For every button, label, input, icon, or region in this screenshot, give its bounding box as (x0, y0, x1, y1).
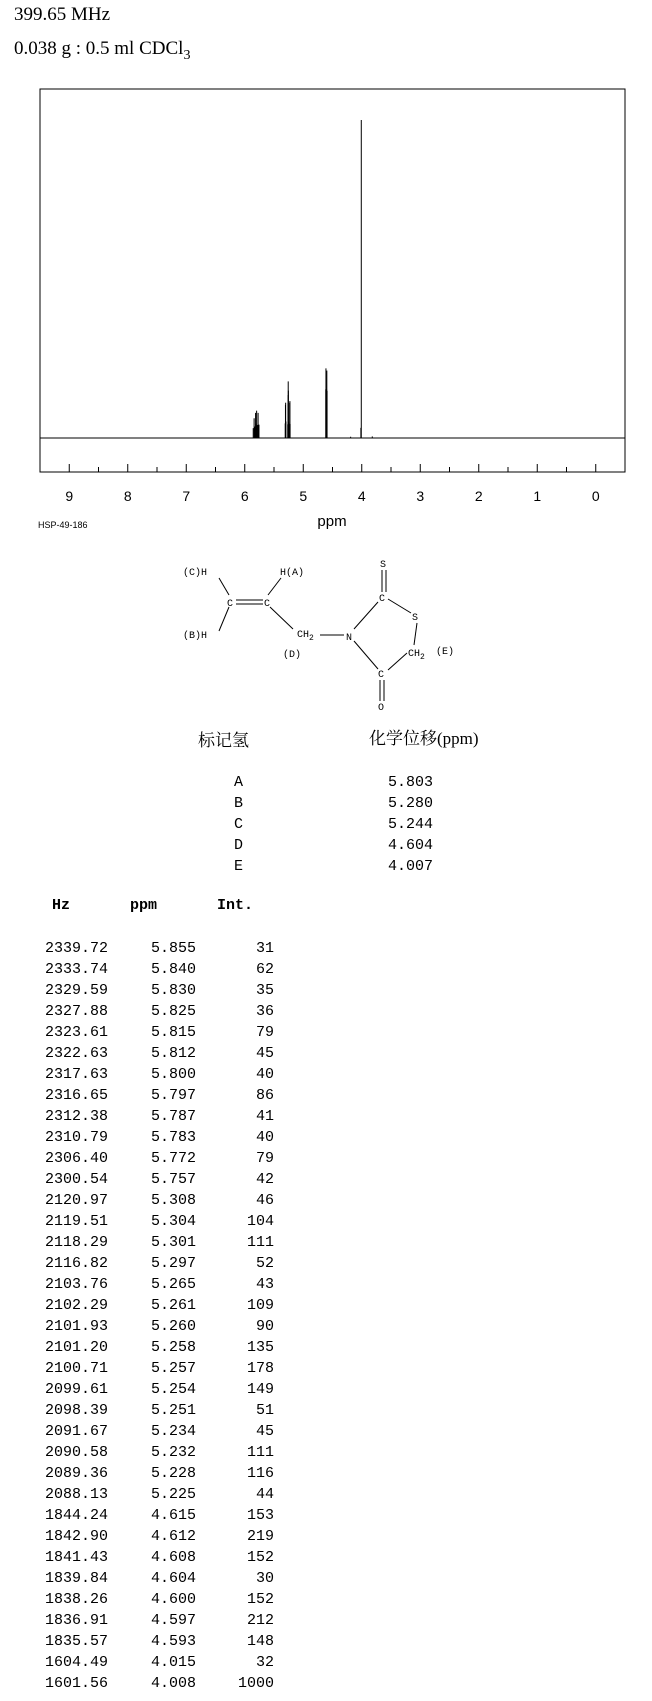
peak-int: 90 (255, 1318, 274, 1335)
peak-ppm: 5.225 (150, 1486, 196, 1503)
peak-ppm: 5.815 (150, 1024, 196, 1041)
table-row (0, 1129, 300, 1150)
peak-hz: 1841.43 (44, 1549, 108, 1566)
label-c-h: (C)H (183, 568, 208, 579)
peak-hz: 1844.24 (44, 1507, 108, 1524)
assignment-label-header: 标记氢 (198, 731, 249, 750)
table-row (0, 1297, 300, 1318)
peak-ppm: 5.254 (150, 1381, 196, 1398)
spectrometer-frequency: 399.65 MHz (14, 4, 111, 25)
peak-ppm: 4.008 (150, 1675, 196, 1692)
plot-frame (40, 89, 625, 472)
peak-int: 36 (255, 1003, 274, 1020)
peak-int: 44 (255, 1486, 274, 1503)
peak-hz: 2088.13 (44, 1486, 108, 1503)
atom-c3: C (379, 594, 386, 605)
table-row (0, 1192, 300, 1213)
table-row (0, 982, 300, 1003)
table-row (0, 1234, 300, 1255)
peak-ppm: 5.855 (150, 940, 196, 957)
x-tick-label: 8 (123, 488, 132, 504)
peak-hz: 2100.71 (44, 1360, 108, 1377)
atom-ch2-text: CH (297, 630, 310, 641)
table-row (0, 1486, 300, 1507)
peak-int: 86 (255, 1087, 274, 1104)
peak-hz: 2316.65 (44, 1087, 108, 1104)
x-tick-label: 9 (65, 488, 74, 504)
peak-int: 52 (255, 1255, 274, 1272)
bonds (219, 570, 417, 701)
peak-int: 111 (246, 1444, 274, 1461)
peak-hz: 2322.63 (44, 1045, 108, 1062)
x-tick-label: 1 (533, 488, 542, 504)
atom-ch2 (297, 630, 314, 643)
peak-int: 178 (246, 1360, 274, 1377)
assignment-shift-value: 4.007 (388, 858, 434, 875)
ticks-layer (40, 464, 625, 504)
bond-c2-ch2 (270, 607, 293, 629)
peak-int: 212 (246, 1612, 274, 1629)
table-row (0, 1381, 300, 1402)
peak-ppm: 5.265 (150, 1276, 196, 1293)
peak-hz: 2119.51 (44, 1213, 108, 1230)
atom-o: O (378, 703, 385, 714)
table-row (0, 1360, 300, 1381)
peak-int: 79 (255, 1024, 274, 1041)
peak-hz: 2099.61 (44, 1381, 108, 1398)
peak-ppm: 4.600 (150, 1591, 196, 1608)
peak-ppm: 5.787 (150, 1108, 196, 1125)
peak-header-int: Int. (217, 897, 254, 914)
peak-ppm: 5.308 (150, 1192, 196, 1209)
bond-bh-c1 (219, 607, 229, 631)
peak-int: 30 (255, 1570, 274, 1587)
bond-c3-sring (388, 599, 411, 613)
peak-hz: 2339.72 (44, 940, 108, 957)
table-row (0, 1003, 300, 1024)
peak-ppm: 5.825 (150, 1003, 196, 1020)
peak-hz: 1601.56 (44, 1675, 108, 1692)
peak-int: 109 (246, 1297, 274, 1314)
table-row (0, 1276, 300, 1297)
atom-c2: C (264, 599, 271, 610)
x-axis-label: ppm (317, 513, 347, 530)
peaks-layer (253, 120, 372, 438)
table-row (0, 1507, 300, 1528)
peak-hz: 1604.49 (44, 1654, 108, 1671)
x-tick-label: 3 (416, 488, 425, 504)
assignment-proton-label: E (234, 858, 244, 875)
table-row (0, 1171, 300, 1192)
table-row (0, 1087, 300, 1108)
peak-ppm: 5.304 (150, 1213, 196, 1230)
table-row (0, 1045, 300, 1066)
peak-ppm: 5.797 (150, 1087, 196, 1104)
peak-int: 152 (246, 1591, 274, 1608)
assignment-shift-value: 5.244 (388, 816, 434, 833)
table-row (0, 1255, 300, 1276)
molecule-structure (0, 555, 652, 715)
peak-hz: 2090.58 (44, 1444, 108, 1461)
x-tick-label: 2 (474, 488, 483, 504)
peak-ppm: 5.257 (150, 1360, 196, 1377)
peak-hz: 2118.29 (44, 1234, 108, 1251)
assignment-proton-label: D (234, 837, 244, 854)
peak-int: 135 (246, 1339, 274, 1356)
peak-ppm: 5.840 (150, 961, 196, 978)
peak-hz: 2312.38 (44, 1108, 108, 1125)
peak-hz: 2102.29 (44, 1297, 108, 1314)
table-row (0, 1066, 300, 1087)
peak-ppm: 5.297 (150, 1255, 196, 1272)
peak-ppm: 5.301 (150, 1234, 196, 1251)
assignment-shift-value: 5.803 (388, 774, 434, 791)
peak-hz: 2327.88 (44, 1003, 108, 1020)
x-tick-label: 4 (357, 488, 366, 504)
peak-int: 32 (255, 1654, 274, 1671)
peak-int: 43 (255, 1276, 274, 1293)
peak-hz: 1835.57 (44, 1633, 108, 1650)
peak-hz: 2103.76 (44, 1276, 108, 1293)
table-row (0, 1339, 300, 1360)
bond-c2-ha (268, 578, 281, 595)
peak-ppm: 5.261 (150, 1297, 196, 1314)
x-tick-label: 7 (182, 488, 191, 504)
peak-int: 45 (255, 1423, 274, 1440)
peak-int: 46 (255, 1192, 274, 1209)
peak-hz: 2323.61 (44, 1024, 108, 1041)
x-tick-label: 6 (240, 488, 249, 504)
peak-hz: 1842.90 (44, 1528, 108, 1545)
peak-ppm: 5.783 (150, 1129, 196, 1146)
peak-hz: 2120.97 (44, 1192, 108, 1209)
table-row (0, 1633, 300, 1654)
assignment-shift-value: 5.280 (388, 795, 434, 812)
peak-hz: 2300.54 (44, 1171, 108, 1188)
table-row (0, 1549, 300, 1570)
peak-ppm: 5.812 (150, 1045, 196, 1062)
bond-n-c3 (354, 602, 378, 629)
table-row (0, 1318, 300, 1339)
peak-ppm: 5.258 (150, 1339, 196, 1356)
assignment-shift-header: 化学位移(ppm) (369, 729, 479, 748)
peak-hz: 2306.40 (44, 1150, 108, 1167)
peak-int: 149 (246, 1381, 274, 1398)
peak-int: 153 (246, 1507, 274, 1524)
label-d: (D) (283, 650, 302, 661)
bond-sring-ch2e (414, 623, 417, 645)
table-row (0, 940, 300, 961)
table-row (0, 1570, 300, 1591)
bond-n-c4 (354, 641, 378, 669)
table-row (0, 1528, 300, 1549)
assignment-proton-label: C (234, 816, 244, 833)
peak-ppm: 5.830 (150, 982, 196, 999)
peak-hz: 2317.63 (44, 1066, 108, 1083)
assignment-shift-value: 4.604 (388, 837, 434, 854)
table-row (0, 1612, 300, 1633)
peak-ppm: 4.608 (150, 1549, 196, 1566)
peak-ppm: 5.772 (150, 1150, 196, 1167)
peak-ppm: 5.260 (150, 1318, 196, 1335)
peak-int: 51 (255, 1402, 274, 1419)
peak-ppm: 5.228 (150, 1465, 196, 1482)
x-tick-label: 0 (591, 488, 600, 504)
peak-int: 40 (255, 1129, 274, 1146)
peak-int: 62 (255, 961, 274, 978)
peak-int: 219 (246, 1528, 274, 1545)
table-row (0, 1654, 300, 1675)
label-e: (E) (436, 647, 455, 658)
peak-ppm: 4.593 (150, 1633, 196, 1650)
peak-hz: 2333.74 (44, 961, 108, 978)
peak-hz: 2098.39 (44, 1402, 108, 1419)
atom-c4: C (378, 670, 385, 681)
table-row (0, 1423, 300, 1444)
atom-s-top: S (380, 560, 387, 571)
table-row (0, 1675, 300, 1696)
peak-header-ppm: ppm (130, 897, 158, 914)
peak-ppm: 4.597 (150, 1612, 196, 1629)
spectrum-code: HSP-49-186 (38, 520, 88, 530)
peak-hz: 2089.36 (44, 1465, 108, 1482)
peak-hz: 2091.67 (44, 1423, 108, 1440)
sample-subscript: 3 (183, 47, 191, 63)
peak-hz: 1839.84 (44, 1570, 108, 1587)
atom-ch2e-sub: 2 (420, 653, 425, 662)
peak-ppm: 5.232 (150, 1444, 196, 1461)
peak-ppm: 4.604 (150, 1570, 196, 1587)
sample-text: 0.038 g : 0.5 ml CDCl (14, 38, 184, 59)
table-row (0, 961, 300, 982)
atom-s-ring: S (412, 613, 419, 624)
table-row (0, 1213, 300, 1234)
table-row (0, 1591, 300, 1612)
peak-int: 41 (255, 1108, 274, 1125)
atom-ch2-sub: 2 (309, 634, 314, 643)
peak-hz: 2101.93 (44, 1318, 108, 1335)
peak-hz: 2101.20 (44, 1339, 108, 1356)
bond-ch2e-c4 (388, 653, 407, 670)
peak-int: 40 (255, 1066, 274, 1083)
peak-ppm: 5.251 (150, 1402, 196, 1419)
peak-ppm: 5.234 (150, 1423, 196, 1440)
peak-hz: 2116.82 (44, 1255, 108, 1272)
peak-int: 35 (255, 982, 274, 999)
x-tick-label: 5 (299, 488, 308, 504)
peak-int: 111 (246, 1234, 274, 1251)
atom-ch2e (408, 649, 425, 662)
peak-ppm: 5.757 (150, 1171, 196, 1188)
table-row (0, 1444, 300, 1465)
table-row (0, 1108, 300, 1129)
peak-int: 152 (246, 1549, 274, 1566)
table-row (0, 1402, 300, 1423)
peak-header-hz: Hz (52, 897, 71, 914)
nmr-spectrum-chart (0, 0, 652, 530)
label-a-h: H(A) (280, 568, 305, 579)
table-row (0, 1150, 300, 1171)
bond-ch-c1 (219, 578, 229, 595)
peak-int: 1000 (237, 1675, 274, 1692)
peak-int: 116 (246, 1465, 274, 1482)
peak-hz: 2310.79 (44, 1129, 108, 1146)
atom-ch2e-text: CH (408, 649, 421, 660)
peak-ppm: 5.800 (150, 1066, 196, 1083)
peak-hz: 2329.59 (44, 982, 108, 999)
peak-int: 31 (255, 940, 274, 957)
assignment-proton-label: B (234, 795, 244, 812)
table-row (0, 1465, 300, 1486)
label-b-h: (B)H (183, 631, 208, 642)
peak-int: 148 (246, 1633, 274, 1650)
peak-ppm: 4.612 (150, 1528, 196, 1545)
peak-hz: 1836.91 (44, 1612, 108, 1629)
peak-hz: 1838.26 (44, 1591, 108, 1608)
table-row (0, 1024, 300, 1045)
peak-int: 104 (246, 1213, 274, 1230)
peak-int: 42 (255, 1171, 274, 1188)
assignment-proton-label: A (234, 774, 244, 791)
peak-int: 79 (255, 1150, 274, 1167)
peak-ppm: 4.615 (150, 1507, 196, 1524)
atom-n: N (346, 633, 353, 644)
peak-ppm: 4.015 (150, 1654, 196, 1671)
peak-int: 45 (255, 1045, 274, 1062)
atom-c1: C (227, 599, 234, 610)
